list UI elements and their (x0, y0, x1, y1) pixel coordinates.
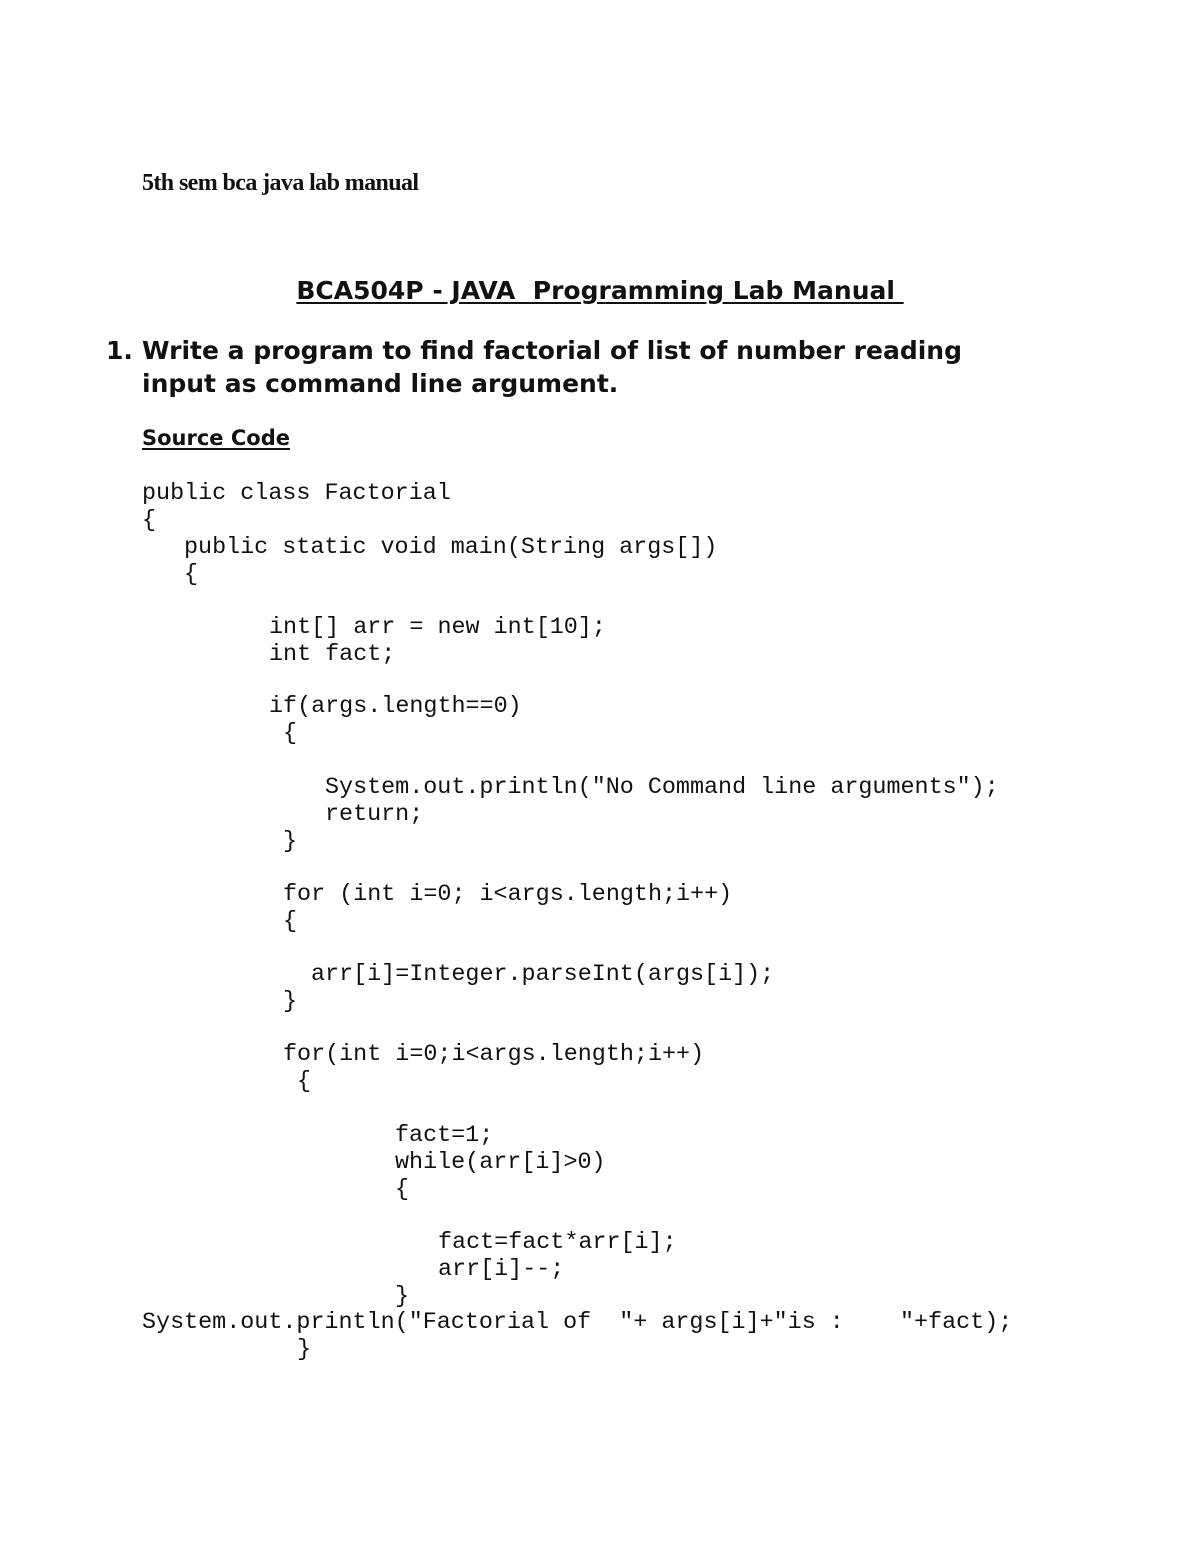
code-line: public static void main(String args[]) (184, 535, 718, 561)
code-line: int[] arr = new int[10]; (269, 615, 606, 641)
code-line: while(arr[i]>0) (395, 1150, 606, 1176)
code-line: { (283, 721, 298, 747)
code-line: } (283, 989, 298, 1015)
code-line: arr[i]--; (438, 1257, 565, 1283)
code-line: fact=1; (395, 1123, 494, 1149)
code-line: } (283, 829, 298, 855)
code-line: { (395, 1177, 410, 1203)
code-line: public class Factorial (142, 481, 451, 507)
code-line: System.out.println("Factorial of "+ args[i]+"is : "+fact); (142, 1310, 1013, 1336)
code-line: int fact; (269, 642, 396, 668)
code-line: { (142, 508, 157, 534)
code-line: fact=fact*arr[i]; (438, 1230, 677, 1256)
code-line: System.out.println("No Command line arguments"); (325, 775, 999, 801)
question-text: Write a program to find factorial of list of number reading input as command line argument. (142, 336, 962, 398)
question-number: 1. (106, 336, 133, 365)
code-line: } (297, 1337, 312, 1363)
document-header: 5th sem bca java lab manual (142, 170, 419, 196)
code-line: { (297, 1069, 312, 1095)
code-line: } (395, 1284, 410, 1310)
source-code-heading: Source Code (142, 426, 290, 450)
code-line: arr[i]=Integer.parseInt(args[i]); (311, 962, 775, 988)
page-title: BCA504P - JAVA Programming Lab Manual (296, 276, 904, 305)
code-line: for(int i=0;i<args.length;i++) (283, 1042, 705, 1068)
code-line: for (int i=0; i<args.length;i++) (283, 882, 733, 908)
code-line: if(args.length==0) (269, 694, 522, 720)
code-line: { (184, 562, 199, 588)
code-line: return; (325, 802, 424, 828)
code-line: { (283, 909, 298, 935)
